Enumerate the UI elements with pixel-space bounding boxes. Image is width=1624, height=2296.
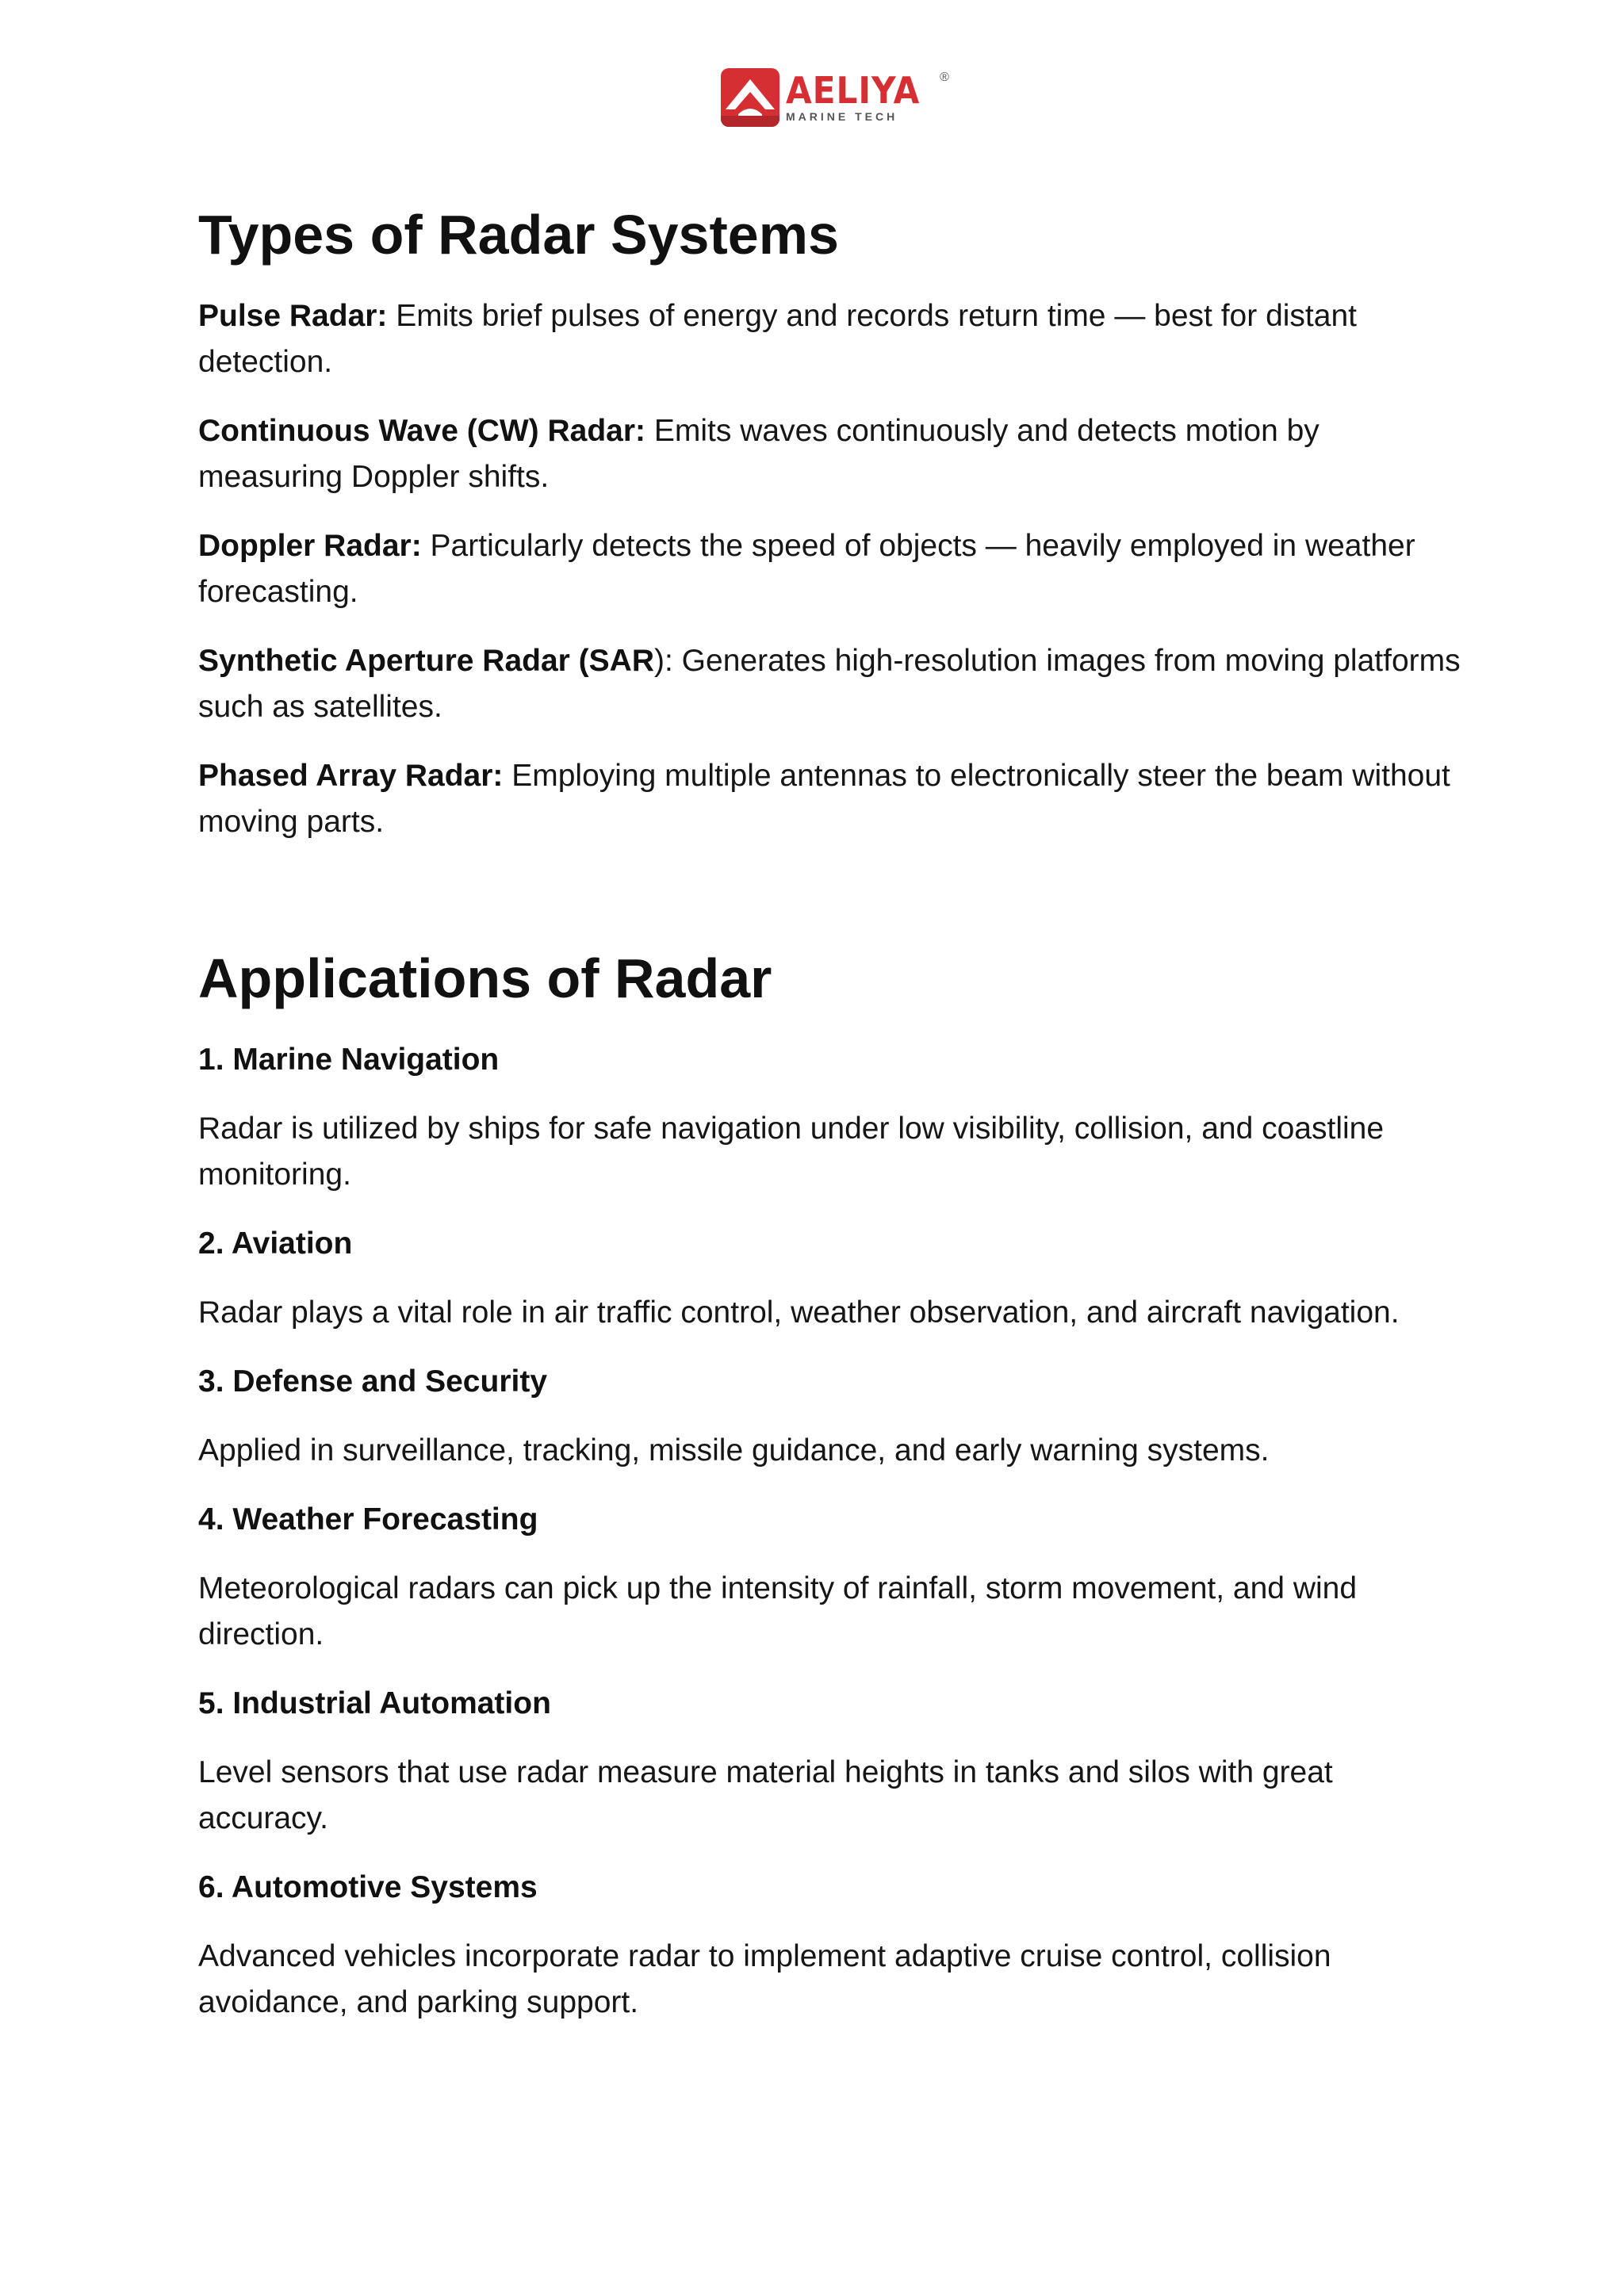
section-heading: Applications of Radar: [198, 947, 772, 1009]
list-item: [198, 408, 1467, 500]
application-description: Meteorological radars can pick up the intensity of rainfall, storm movement, and wind direction.: [198, 1571, 1358, 1651]
item-description: Particularly detects the speed of objects — heavily employed in weather forecasting.: [198, 529, 1415, 609]
item-description: Emits waves continuously and detects motion by measuring Doppler shifts.: [198, 414, 1320, 494]
logo-text: [786, 69, 949, 123]
brand-logo: [721, 68, 949, 127]
application-title: 2. Aviation: [198, 1226, 353, 1261]
item-description: Employing multiple antennas to electronically steer the beam without moving parts.: [198, 759, 1450, 839]
radar-types-section: [198, 197, 1467, 845]
logo-tagline: MARINE TECH: [786, 110, 898, 123]
application-title: 5. Industrial Automation: [198, 1686, 551, 1720]
application-title: 6. Automotive Systems: [198, 1870, 538, 1904]
application-description: Level sensors that use radar measure material heights in tanks and silos with great accuracy.: [198, 1755, 1333, 1835]
item-description: Emits brief pulses of energy and records return time — best for distant detection.: [198, 299, 1357, 379]
list-item: [198, 293, 1467, 385]
item-term: Synthetic Aperture Radar (SAR: [198, 644, 655, 678]
logo-registered-mark: ®: [940, 71, 949, 84]
applications-list: [198, 1037, 1467, 2026]
list-item: [198, 1359, 1467, 1474]
list-item: [198, 1865, 1467, 2026]
application-title: 4. Weather Forecasting: [198, 1502, 538, 1536]
list-item: [198, 523, 1467, 615]
radar-types-list: [198, 293, 1467, 845]
list-item: [198, 1037, 1467, 1198]
radar-applications-section: [198, 940, 1467, 2026]
section-heading: Types of Radar Systems: [198, 204, 839, 266]
item-term: Phased Array Radar:: [198, 759, 504, 793]
list-item: [198, 1221, 1467, 1336]
application-description: Applied in surveillance, tracking, missile guidance, and early warning systems.: [198, 1433, 1270, 1468]
application-description: Radar plays a vital role in air traffic control, weather observation, and aircraft navigation.: [198, 1295, 1400, 1330]
application-title: 1. Marine Navigation: [198, 1043, 500, 1077]
list-item: [198, 753, 1467, 845]
main-content: [198, 197, 1467, 2026]
application-description: Radar is utilized by ships for safe navigation under low visibility, collision, and coastline monitoring.: [198, 1112, 1385, 1192]
list-item: [198, 1681, 1467, 1842]
list-item: [198, 1497, 1467, 1658]
application-title: 3. Defense and Security: [198, 1364, 548, 1399]
item-term: Doppler Radar:: [198, 529, 422, 563]
application-description: Advanced vehicles incorporate radar to implement adaptive cruise control, collision avoidance, and parking support.: [198, 1939, 1331, 2019]
item-description: ): Generates high-resolution images from moving platforms such as satellites.: [198, 644, 1461, 724]
logo-mark-icon: [721, 68, 779, 127]
item-term: Continuous Wave (CW) Radar:: [198, 414, 646, 448]
item-term: Pulse Radar:: [198, 299, 388, 333]
logo-brand-name: AELIYA: [786, 69, 921, 112]
list-item: [198, 638, 1467, 730]
